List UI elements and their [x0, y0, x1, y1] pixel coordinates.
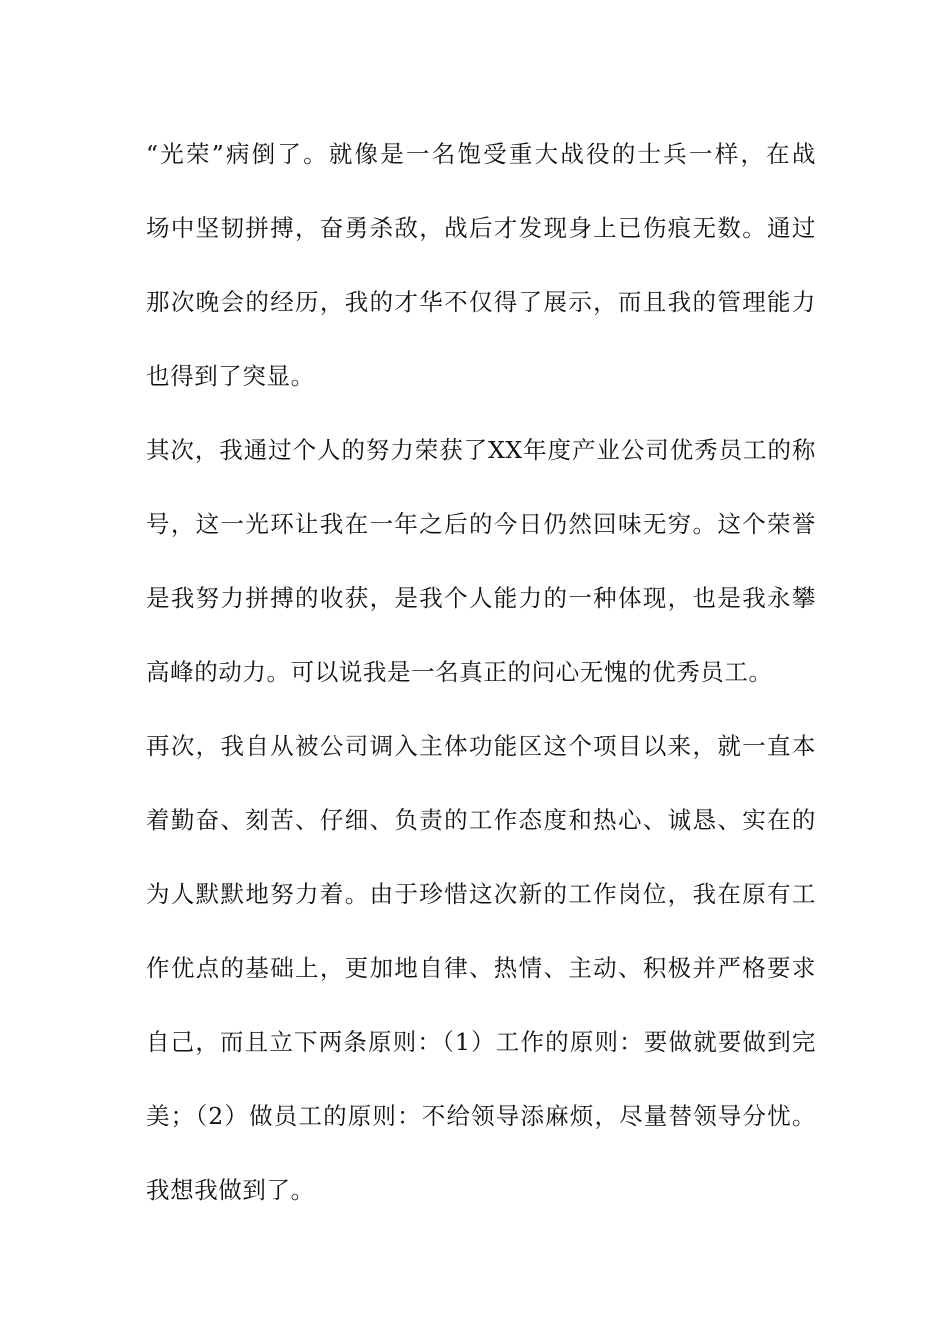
text-line: 高峰的动力。可以说我是一名真正的问心无愧的优秀员工。	[146, 658, 773, 686]
text-line: 号，这一光环让我在一年之后的今日仍然回味无穷。这个荣誉	[146, 510, 816, 538]
text-line: 场中坚韧拼搏，奋勇杀敌，战后才发现身上已伤痕无数。通过	[146, 214, 816, 242]
text-line: 作优点的基础上，更加地自律、热情、主动、积极并严格要求	[146, 954, 816, 982]
text-line: “光荣”病倒了。就像是一名饱受重大战役的士兵一样，在战	[146, 140, 816, 168]
text-line: 自己，而且立下两条原则：（1）工作的原则：要做就要做到完	[146, 1028, 816, 1056]
text-line: 再次，我自从被公司调入主体功能区这个项目以来，就一直本	[146, 732, 816, 760]
text-line: 我想我做到了。	[146, 1176, 315, 1204]
document-body	[146, 133, 816, 1243]
text-line: 也得到了突显。	[146, 362, 315, 390]
text-line: 着勤奋、刻苦、仔细、负责的工作态度和热心、诚恳、实在的	[146, 806, 816, 834]
text-line: 为人默默地努力着。由于珍惜这次新的工作岗位，我在原有工	[146, 880, 816, 908]
text-line: 美；（2）做员工的原则：不给领导添麻烦，尽量替领导分忧。	[146, 1102, 816, 1130]
text-line: 其次，我通过个人的努力荣获了XX年度产业公司优秀员工的称	[146, 436, 816, 464]
text-line: 是我努力拼搏的收获，是我个人能力的一种体现，也是我永攀	[146, 584, 816, 612]
text-line: 那次晚会的经历，我的才华不仅得了展示，而且我的管理能力	[146, 288, 816, 316]
